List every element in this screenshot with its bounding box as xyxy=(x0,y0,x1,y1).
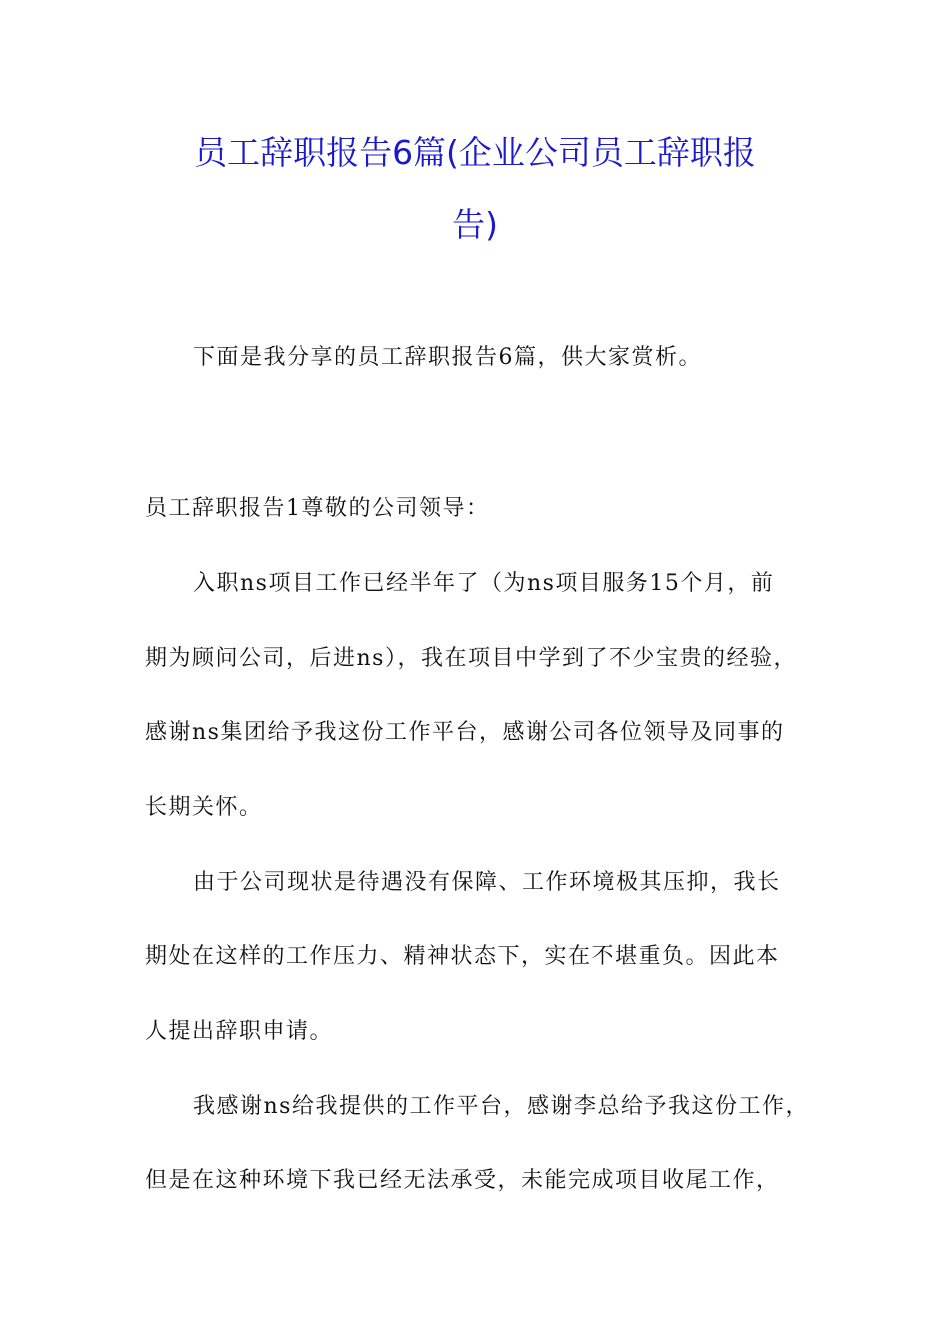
body-line: 人提出辞职申请。 xyxy=(145,1019,334,1044)
section-heading: 员工辞职报告1尊敬的公司领导： xyxy=(145,496,490,521)
body-line: 但是在这种环境下我已经无法承受，未能完成项目收尾工作， xyxy=(145,1168,780,1193)
document-title-line-1: 员工辞职报告6篇(企业公司员工辞职报 xyxy=(194,133,756,172)
body-line: 期处在这样的工作压力、精神状态下，实在不堪重负。因此本 xyxy=(145,944,780,969)
body-line: 我感谢ns给我提供的工作平台，感谢李总给予我这份工作， xyxy=(193,1094,809,1119)
body-line: 感谢ns集团给予我这份工作平台，感谢公司各位领导及同事的 xyxy=(145,720,785,745)
body-line: 期为顾问公司，后进ns），我在项目中学到了不少宝贵的经验， xyxy=(145,646,797,671)
document-title-line-2: 告) xyxy=(452,205,498,244)
body-line: 长期关怀。 xyxy=(145,795,263,820)
body-line: 由于公司现状是待遇没有保障、工作环境极其压抑，我长 xyxy=(193,870,781,895)
intro-paragraph: 下面是我分享的员工辞职报告6篇，供大家赏析。 xyxy=(193,345,702,370)
body-line: 入职ns项目工作已经半年了（为ns项目服务15个月，前 xyxy=(193,571,775,596)
